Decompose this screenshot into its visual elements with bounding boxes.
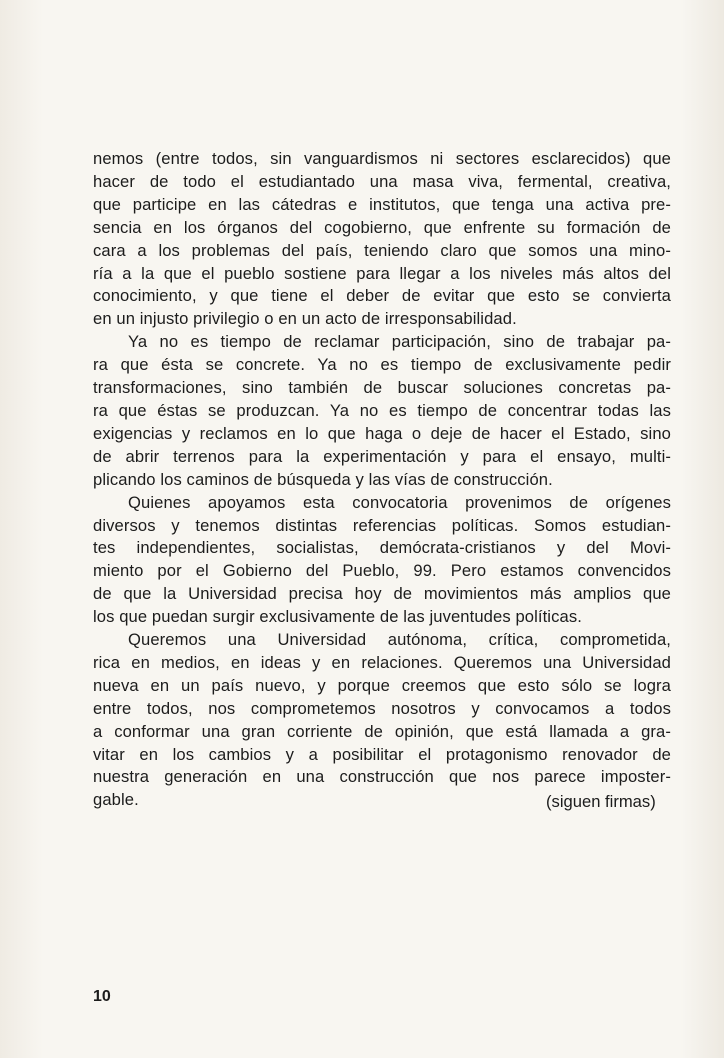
text-line: nuestra generación en una construcción que nos parece imposter- xyxy=(93,767,671,787)
text-line: que participe en las cátedras e institutos, que tenga una activa pre- xyxy=(93,194,671,214)
text-line: sencia en los órganos del cogobierno, que enfrente su formación de xyxy=(93,217,671,237)
page-number: 10 xyxy=(93,988,111,1005)
text-line: de abrir terrenos para la experimentación y para el ensayo, multi- xyxy=(93,446,671,466)
text-line: vitar en los cambios y a posibilitar el protagonismo renovador de xyxy=(93,744,671,764)
paragraph xyxy=(93,629,671,812)
text-line: nueva en un país nuevo, y porque creemos que esto sólo se logra xyxy=(93,675,671,695)
text-line: exigencias y reclamos en lo que haga o deje de hacer el Estado, sino xyxy=(93,423,671,443)
text-line: transformaciones, sino también de buscar soluciones concretas pa- xyxy=(93,378,671,398)
text-line: plicando los caminos de búsqueda y las vías de construcción. xyxy=(93,469,553,489)
text-line: Ya no es tiempo de reclamar participación, sino de trabajar pa- xyxy=(128,332,671,352)
text-line: miento por el Gobierno del Pueblo, 99. Pero estamos convencidos xyxy=(93,561,671,581)
text-line: en un injusto privilegio o en un acto de irresponsabilidad. xyxy=(93,309,517,329)
text-line: ra que ésta se concrete. Ya no es tiempo de exclusivamente pedir xyxy=(93,355,671,375)
text-line: Quienes apoyamos esta convocatoria provenimos de orígenes xyxy=(128,492,671,512)
paragraph xyxy=(93,148,671,331)
text-line: diversos y tenemos distintas referencias políticas. Somos estudian- xyxy=(93,515,671,535)
text-line: conocimiento, y que tiene el deber de evitar que esto se convierta xyxy=(93,286,671,306)
text-line: ra que éstas se produzcan. Ya no es tiempo de concentrar todas las xyxy=(93,400,671,420)
text-line: ría a la que el pueblo sostiene para llegar a los niveles más altos del xyxy=(93,263,671,283)
text-line: hacer de todo el estudiantado una masa viva, fermental, creativa, xyxy=(93,171,671,191)
text-line: los que puedan surgir exclusivamente de las juventudes políticas. xyxy=(93,607,582,627)
signature-note: (siguen firmas) xyxy=(546,792,656,811)
text-line: gable. xyxy=(93,790,139,810)
text-line: entre todos, nos comprometemos nosotros y convocamos a todos xyxy=(93,698,671,718)
text-line: tes independientes, socialistas, demócrata-cristianos y del Movi- xyxy=(93,538,671,558)
paragraph xyxy=(93,492,671,629)
text-line: rica en medios, en ideas y en relaciones. Queremos una Universidad xyxy=(93,652,671,672)
body-text xyxy=(93,148,671,812)
text-line: de que la Universidad precisa hoy de movimientos más amplios que xyxy=(93,584,671,604)
text-line: Queremos una Universidad autónoma, crítica, comprometida, xyxy=(128,630,671,650)
text-line: nemos (entre todos, sin vanguardismos ni sectores esclarecidos) que xyxy=(93,149,671,168)
paragraph xyxy=(93,331,671,491)
text-line: a conformar una gran corriente de opinión, que está llamada a gra- xyxy=(93,721,671,741)
text-line: cara a los problemas del país, teniendo claro que somos una mino- xyxy=(93,240,671,260)
